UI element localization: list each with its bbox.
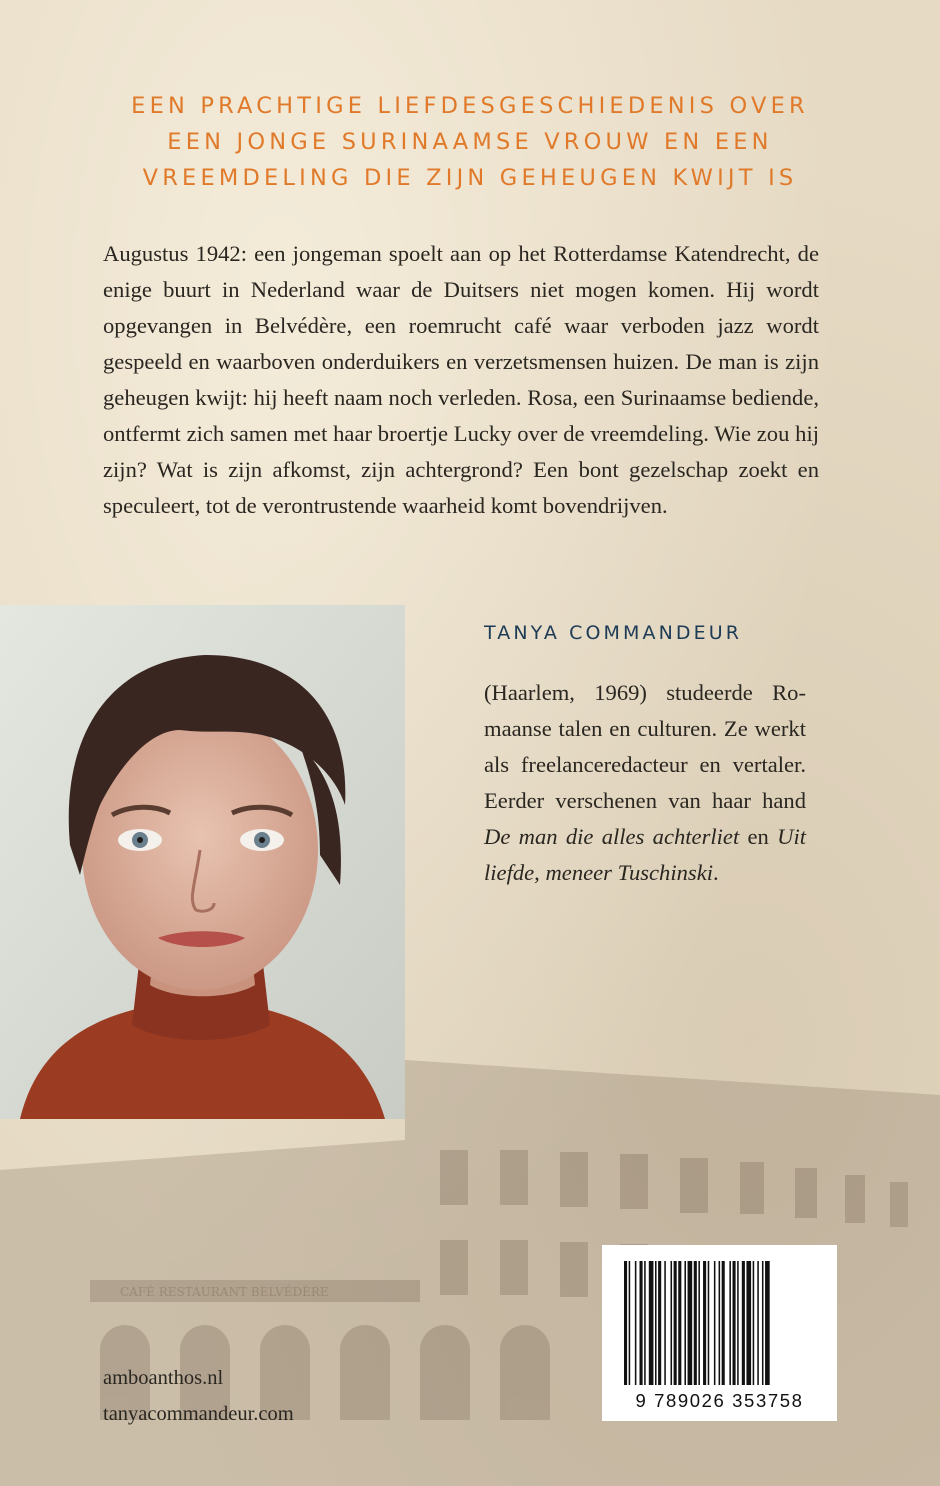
tagline-line-2: EEN JONGE SURINAAMSE VROUW EN EEN: [167, 129, 773, 155]
author-name: TANYA COMMANDEUR: [484, 622, 743, 644]
bio-end: .: [713, 860, 719, 885]
author-website-link[interactable]: tanyacommandeur.com: [103, 1403, 294, 1425]
author-bio: [484, 639, 806, 891]
book-title-1: De man die alles achterliet: [484, 824, 740, 849]
tagline-line-3: VREEMDELING DIE ZIJN GEHEUGEN KWIJT IS: [142, 165, 798, 191]
author-photo: [0, 605, 405, 1119]
publisher-link[interactable]: amboanthos.nl: [103, 1367, 224, 1389]
isbn-barcode: [602, 1245, 837, 1421]
book-blurb: Augustus 1942: een jongeman spoelt aan op het Rotterdamse Katendrecht, de enige buurt in Nederland waar de Duitsers niet mogen komen. Hij wordt opgevangen in Belvédère, een roemrucht café waar verboden jazz wordt gespeeld en waarboven onderduikers en verzetsmensen huizen. De man is zijn geheugen kwijt: hij heeft naam noch verleden. Rosa, een Surinaamse bediende, ontfermt zich samen met haar broertje Lucky over de vreemdeling. Wie zou hij zijn? Wat is zijn afkomst, zijn achtergrond? Een bont gezelschap zoekt en speculeert, tot de verontrustende waarheid komt bovendrijven.: [103, 241, 819, 518]
book-title-2: Uit liefde, meneer Tuschinski: [484, 824, 806, 885]
tagline: [40, 88, 900, 196]
bio-intro: (Haarlem, 1969) studeerde Romaanse talen en culturen. Ze werkt als freelanceredacteur en vertaler. Eerder verschenen van haar hand: [484, 680, 806, 813]
tagline-line-1: EEN PRACHTIGE LIEFDESGESCHIEDENIS OVER: [131, 93, 809, 119]
isbn-number: 9 789026 353758: [635, 1390, 804, 1411]
building-sign-text: CAFÉ RESTAURANT BELVÉDÈRE: [120, 1285, 329, 1299]
website-links: [103, 1360, 294, 1432]
bio-connector: en: [739, 824, 778, 849]
